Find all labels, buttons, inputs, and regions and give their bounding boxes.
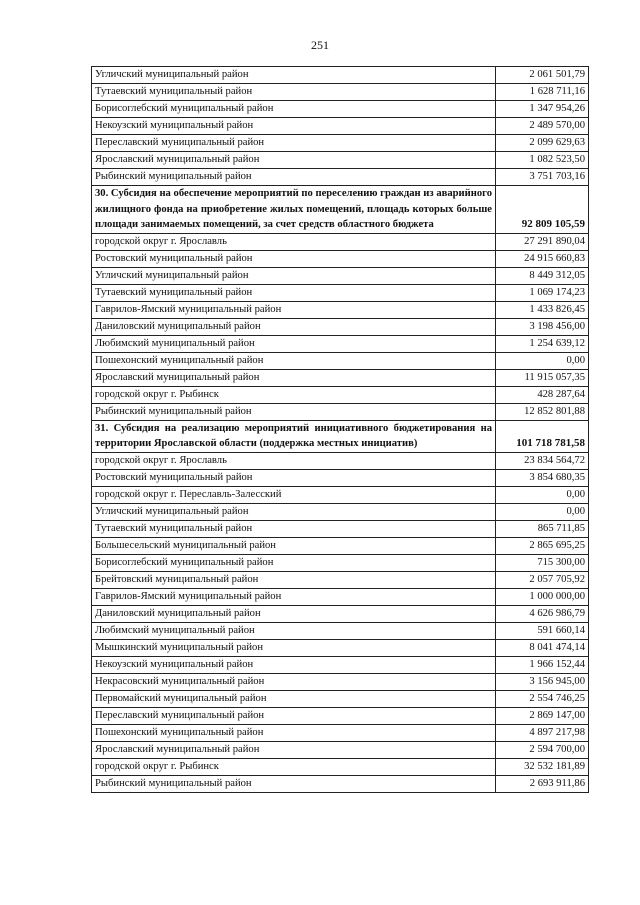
section-header-row (92, 186, 589, 234)
amount-cell: 591 660,14 (496, 622, 589, 639)
municipality-name: Переславский муниципальный район (92, 707, 496, 724)
amount-cell: 3 198 456,00 (496, 318, 589, 335)
amount-cell: 865 711,85 (496, 520, 589, 537)
municipality-name: Даниловский муниципальный район (92, 318, 496, 335)
municipality-name: Ростовский муниципальный район (92, 250, 496, 267)
section-total-amount: 101 718 781,58 (496, 420, 589, 452)
municipality-name: Рыбинский муниципальный район (92, 403, 496, 420)
amount-cell: 2 099 629,63 (496, 135, 589, 152)
amount-cell: 8 041 474,14 (496, 639, 589, 656)
table-row (92, 724, 589, 741)
table-row (92, 469, 589, 486)
amount-cell: 2 057 705,92 (496, 571, 589, 588)
amount-cell: 0,00 (496, 486, 589, 503)
amount-cell: 27 291 890,04 (496, 233, 589, 250)
amount-cell: 1 069 174,23 (496, 284, 589, 301)
table-row (92, 503, 589, 520)
table-row (92, 284, 589, 301)
amount-cell: 2 489 570,00 (496, 118, 589, 135)
amount-cell: 2 865 695,25 (496, 537, 589, 554)
municipality-name: Рыбинский муниципальный район (92, 169, 496, 186)
table-row (92, 152, 589, 169)
table-row (92, 758, 589, 775)
municipality-name: Большесельский муниципальный район (92, 537, 496, 554)
municipality-name: Некрасовский муниципальный район (92, 673, 496, 690)
amount-cell: 1 966 152,44 (496, 656, 589, 673)
table-row (92, 318, 589, 335)
municipality-name: городской округ г. Рыбинск (92, 386, 496, 403)
table-row (92, 554, 589, 571)
municipality-name: Тутаевский муниципальный район (92, 520, 496, 537)
amount-cell: 2 693 911,86 (496, 775, 589, 792)
amount-cell: 24 915 660,83 (496, 250, 589, 267)
municipality-name: Любимский муниципальный район (92, 622, 496, 639)
municipality-name: Угличский муниципальный район (92, 503, 496, 520)
table-row (92, 537, 589, 554)
table-row (92, 84, 589, 101)
amount-cell: 1 082 523,50 (496, 152, 589, 169)
table-row (92, 118, 589, 135)
table-row (92, 267, 589, 284)
municipality-name: Любимский муниципальный район (92, 335, 496, 352)
amount-cell: 1 628 711,16 (496, 84, 589, 101)
table-row (92, 335, 589, 352)
municipality-name: Первомайский муниципальный район (92, 690, 496, 707)
section-title: 31. Субсидия на реализацию мероприятий инициативного бюджетирования на территории Ярославской области (поддержка местных инициатив) (92, 420, 496, 452)
amount-cell: 3 751 703,16 (496, 169, 589, 186)
table-row (92, 386, 589, 403)
municipality-name: Гаврилов-Ямский муниципальный район (92, 301, 496, 318)
table-row (92, 673, 589, 690)
amount-cell: 1 347 954,26 (496, 101, 589, 118)
table-body (92, 67, 589, 793)
section-header-row (92, 420, 589, 452)
amount-cell: 12 852 801,88 (496, 403, 589, 420)
table-row (92, 301, 589, 318)
municipality-name: Борисоглебский муниципальный район (92, 101, 496, 118)
table-row (92, 352, 589, 369)
amount-cell: 32 532 181,89 (496, 758, 589, 775)
table-row (92, 775, 589, 792)
municipality-name: городской округ г. Ярославль (92, 233, 496, 250)
amount-cell: 3 854 680,35 (496, 469, 589, 486)
table-row (92, 520, 589, 537)
table-row (92, 369, 589, 386)
amount-cell: 2 594 700,00 (496, 741, 589, 758)
table-row (92, 622, 589, 639)
amount-cell: 4 626 986,79 (496, 605, 589, 622)
municipality-name: Пошехонский муниципальный район (92, 352, 496, 369)
municipality-name: Некоузский муниципальный район (92, 118, 496, 135)
municipality-name: Борисоглебский муниципальный район (92, 554, 496, 571)
amount-cell: 4 897 217,98 (496, 724, 589, 741)
amount-cell: 2 061 501,79 (496, 67, 589, 84)
table-row (92, 571, 589, 588)
municipality-name: городской округ г. Переславль-Залесский (92, 486, 496, 503)
municipality-name: Мышкинский муниципальный район (92, 639, 496, 656)
table-row (92, 605, 589, 622)
amount-cell: 8 449 312,05 (496, 267, 589, 284)
municipality-name: Брейтовский муниципальный район (92, 571, 496, 588)
municipality-name: Тутаевский муниципальный район (92, 284, 496, 301)
amount-cell: 715 300,00 (496, 554, 589, 571)
municipality-name: Рыбинский муниципальный район (92, 775, 496, 792)
amount-cell: 2 869 147,00 (496, 707, 589, 724)
table-row (92, 233, 589, 250)
table-row (92, 690, 589, 707)
table-row (92, 101, 589, 118)
municipality-name: Гаврилов-Ямский муниципальный район (92, 588, 496, 605)
section-total-amount: 92 809 105,59 (496, 186, 589, 234)
table-row (92, 639, 589, 656)
municipality-name: городской округ г. Ярославль (92, 452, 496, 469)
municipality-name: Пошехонский муниципальный район (92, 724, 496, 741)
amount-cell: 3 156 945,00 (496, 673, 589, 690)
amount-cell: 428 287,64 (496, 386, 589, 403)
amount-cell: 11 915 057,35 (496, 369, 589, 386)
table-row (92, 250, 589, 267)
amount-cell: 1 000 000,00 (496, 588, 589, 605)
municipality-name: Тутаевский муниципальный район (92, 84, 496, 101)
table-row (92, 588, 589, 605)
table-row (92, 707, 589, 724)
municipality-name: Ростовский муниципальный район (92, 469, 496, 486)
municipality-name: Переславский муниципальный район (92, 135, 496, 152)
municipality-name: городской округ г. Рыбинск (92, 758, 496, 775)
table-row (92, 135, 589, 152)
table-row (92, 67, 589, 84)
amount-cell: 0,00 (496, 352, 589, 369)
municipality-name: Ярославский муниципальный район (92, 369, 496, 386)
municipality-name: Угличский муниципальный район (92, 267, 496, 284)
table-row (92, 169, 589, 186)
page-number: 251 (311, 38, 329, 52)
table-row (92, 486, 589, 503)
amount-cell: 23 834 564,72 (496, 452, 589, 469)
table-row (92, 741, 589, 758)
table-row (92, 403, 589, 420)
section-title: 30. Субсидия на обеспечение мероприятий по переселению граждан из аварийного жилищного фонда на приобретение жилых помещений, площадь которых больше площади занимаемых помещений, за счет средств областного бюджета (92, 186, 496, 234)
municipality-name: Некоузский муниципальный район (92, 656, 496, 673)
amount-cell: 2 554 746,25 (496, 690, 589, 707)
municipality-name: Ярославский муниципальный район (92, 152, 496, 169)
municipality-name: Даниловский муниципальный район (92, 605, 496, 622)
amount-cell: 0,00 (496, 503, 589, 520)
table-row (92, 452, 589, 469)
amount-cell: 1 433 826,45 (496, 301, 589, 318)
amount-cell: 1 254 639,12 (496, 335, 589, 352)
budget-allocation-table (91, 66, 589, 793)
municipality-name: Ярославский муниципальный район (92, 741, 496, 758)
municipality-name: Угличский муниципальный район (92, 67, 496, 84)
table-row (92, 656, 589, 673)
